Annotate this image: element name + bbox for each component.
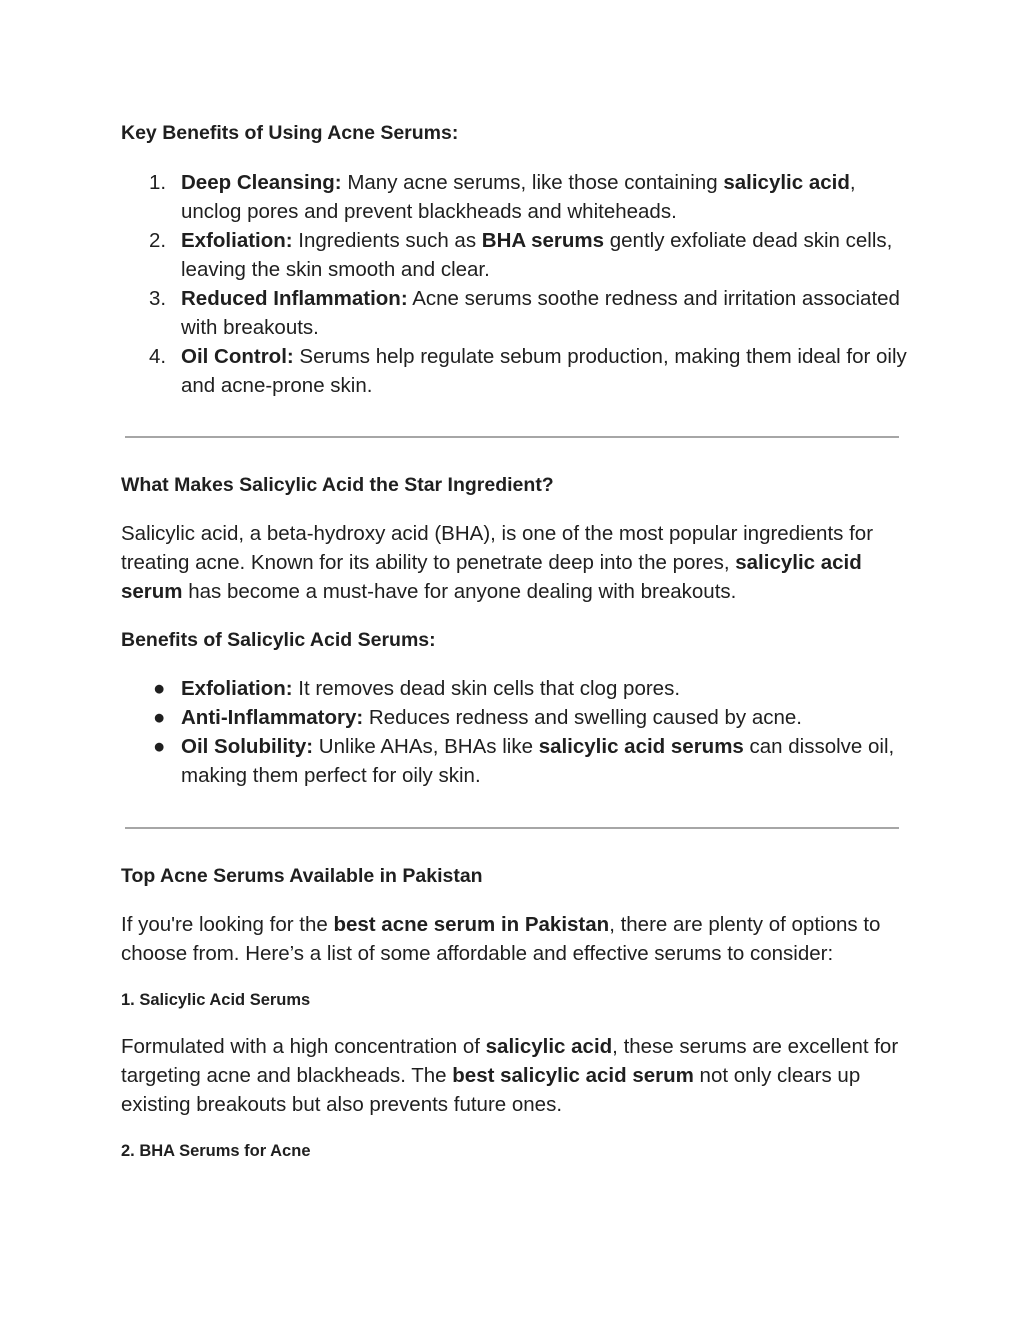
text-run: not only clears up existing breakouts but also prevents future ones. (121, 1064, 861, 1116)
subheading-bha-serums: 2. BHA Serums for Acne (121, 1142, 311, 1160)
bullet-icon: ● (153, 735, 166, 758)
text-run: Unlike AHAs, BHAs like (313, 735, 539, 758)
bold-text: salicylic acid (723, 171, 850, 194)
list-item (121, 703, 911, 732)
list-number: 2. (149, 229, 167, 252)
salicylic-serums-paragraph (121, 1032, 911, 1119)
bold-text: salicylic acid serums (538, 735, 744, 758)
text-run: Reduces redness and swelling caused by acne. (363, 706, 802, 729)
section-heading-top-serums: Top Acne Serums Available in Pakistan (121, 865, 483, 887)
text-run: Acne serums soothe redness and irritation associated with breakouts. (181, 287, 900, 339)
section-heading-salicylic: What Makes Salicylic Acid the Star Ingredient? (121, 474, 554, 496)
list-item-text (181, 706, 802, 729)
text-run: , there are plenty of options to choose from. Here’s a list of some affordable and effective serums to consider: (121, 913, 881, 965)
list-item-text (181, 677, 680, 700)
list-item (121, 226, 911, 284)
bold-text: Oil Control: (181, 345, 294, 368)
bold-text: Reduced Inflammation: (181, 287, 408, 310)
key-benefits-list (121, 168, 911, 400)
text-run: , these serums are excellent for targeting acne and blackheads. The (121, 1035, 899, 1087)
top-serums-intro-paragraph (121, 910, 911, 968)
bold-text: best acne serum in Pakistan (333, 913, 610, 936)
list-item (121, 674, 911, 703)
list-item (121, 284, 911, 342)
salicylic-intro-paragraph (121, 519, 911, 606)
list-item (121, 342, 911, 400)
list-item-text (181, 229, 892, 281)
bold-text: Anti-Inflammatory: (181, 706, 364, 729)
list-item-text (181, 735, 894, 787)
text-run: gently exfoliate dead skin cells, leaving the skin smooth and clear. (181, 229, 893, 281)
text-run: Ingredients such as (292, 229, 482, 252)
list-item (121, 168, 911, 226)
text-run: has become a must-have for anyone dealing with breakouts. (182, 580, 737, 603)
list-item-text (181, 287, 900, 339)
text-run: Formulated with a high concentration of (121, 1035, 486, 1058)
bold-text: best salicylic acid serum (452, 1064, 694, 1087)
bold-text: Oil Solubility: (181, 735, 314, 758)
horizontal-divider (125, 827, 899, 829)
list-number: 4. (149, 345, 167, 368)
section-heading-key-benefits: Key Benefits of Using Acne Serums: (121, 122, 459, 144)
bold-text: salicylic acid (485, 1035, 613, 1058)
bold-text: Deep Cleansing: (181, 171, 342, 194)
text-run: can dissolve oil, making them perfect for oily skin. (181, 735, 895, 787)
list-item (121, 732, 911, 790)
bullet-icon: ● (153, 706, 166, 729)
bold-text: Exfoliation: (181, 229, 293, 252)
bold-text: salicylic acid serum (121, 551, 862, 603)
text-run: , unclog pores and prevent blackheads and whiteheads. (181, 171, 856, 223)
list-item-text (181, 171, 856, 223)
subheading-salicylic-serums: 1. Salicylic Acid Serums (121, 991, 311, 1009)
text-run: If you're looking for the (121, 913, 334, 936)
horizontal-divider (125, 436, 899, 438)
list-number: 3. (149, 287, 167, 310)
text-run: Serums help regulate sebum production, making them ideal for oily and acne-prone skin. (181, 345, 907, 397)
list-item-text (181, 345, 907, 397)
salicylic-benefits-list (121, 674, 911, 790)
bold-text: Exfoliation: (181, 677, 293, 700)
text-run: It removes dead skin cells that clog pores. (292, 677, 681, 700)
subheading-salicylic-benefits: Benefits of Salicylic Acid Serums: (121, 629, 436, 651)
text-run: Many acne serums, like those containing (341, 171, 724, 194)
list-number: 1. (149, 171, 167, 194)
text-run: Salicylic acid, a beta-hydroxy acid (BHA), is one of the most popular ingredients for treating acne. Known for its ability to penetrate deep into the pores, (121, 522, 874, 574)
bold-text: BHA serums (481, 229, 605, 252)
bullet-icon: ● (153, 677, 166, 700)
